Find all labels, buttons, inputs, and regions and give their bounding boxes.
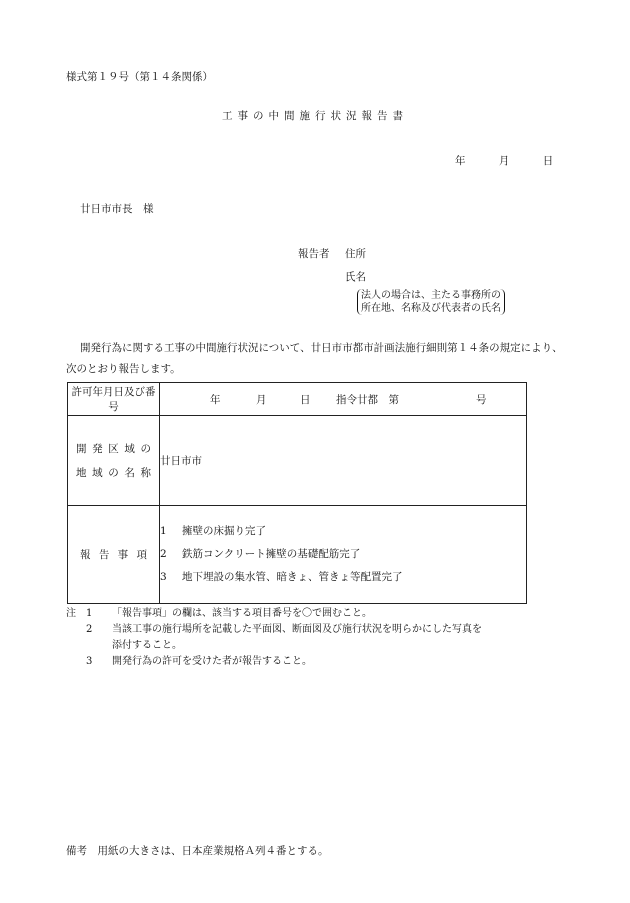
area-label-line1 [68, 437, 159, 461]
addressee: 廿日市市長 様 [80, 203, 154, 215]
items-row [68, 506, 527, 604]
note-continuation: 添付すること。 [112, 640, 182, 651]
label-char: 発 [92, 442, 103, 455]
note-number: 3 [86, 656, 93, 667]
report-table [67, 382, 527, 604]
label-char: 名 [124, 466, 135, 479]
permit-row [68, 383, 527, 416]
label-char: の [140, 442, 151, 455]
item-number: 3 [160, 571, 167, 583]
label-char: 地 [76, 466, 87, 479]
note-text: 開発行為の許可を受けた者が報告すること。 [112, 656, 312, 667]
reporter-name-label: 氏名 [345, 271, 366, 283]
note-number: 2 [86, 624, 93, 635]
date-day-label: 日 [542, 155, 554, 167]
label-char: 事 [117, 549, 129, 561]
reporter-address-label: 住所 [345, 248, 366, 260]
label-char: 域 [124, 442, 135, 455]
permit-no-label: 号 [476, 393, 487, 406]
item-text: 地下埋設の集水管、暗きょ、管きょ等配置完了 [182, 571, 403, 583]
label-char: 開 [76, 442, 87, 455]
date-month-label: 月 [498, 155, 510, 167]
permit-month-label: 月 [256, 393, 267, 406]
document-title: 工事の中間施行状況報告書 [222, 110, 408, 122]
label-char: 告 [98, 549, 110, 561]
note-item [66, 654, 482, 670]
reporter-note-line2: 所在地、名称及び代表者の氏名 [361, 303, 501, 314]
reporter-label: 報告者 [298, 248, 330, 260]
report-item[interactable] [160, 543, 526, 566]
item-text: 擁壁の床掘り完了 [182, 525, 266, 537]
item-number: 1 [160, 525, 167, 537]
date-year-label: 年 [455, 155, 466, 167]
note-item [66, 606, 482, 622]
remarks: 備考 用紙の大きさは、日本産業規格Ａ列４番とする。 [66, 845, 329, 857]
date-line [455, 153, 553, 168]
item-text: 鉄筋コンクリート擁壁の基礎配筋完了 [182, 548, 361, 560]
area-value[interactable]: 廿日市市 [160, 416, 527, 506]
items-list [160, 506, 527, 604]
form-number: 様式第１９号（第１４条関係） [66, 71, 213, 83]
note-item [66, 622, 482, 638]
area-label [68, 416, 160, 506]
notes [66, 606, 482, 670]
permit-year-label: 年 [210, 393, 221, 406]
items-label [68, 506, 160, 604]
permit-label: 許可年月日及び番号 [68, 383, 160, 416]
area-row [68, 416, 527, 506]
note-number: 1 [86, 608, 93, 619]
report-item[interactable] [160, 520, 526, 543]
intro-paragraph: 開発行為に関する工事の中間施行状況について、廿日市市都市計画法施行細則第１４条の規定により、次のとおり報告します。 [66, 342, 563, 375]
reporter-note-line1: 法人の場合は、主たる事務所の [361, 290, 501, 301]
notes-prefix: 注 [66, 608, 76, 619]
label-char: 称 [140, 466, 151, 479]
label-char: の [108, 466, 119, 479]
label-char: 項 [136, 549, 147, 561]
note-text: 当該工事の施行場所を記載した平面図、断面図及び施行状況を明らかにした写真を [112, 624, 482, 635]
label-char: 区 [108, 442, 119, 455]
area-label-line2 [68, 461, 159, 485]
label-char: 域 [92, 466, 103, 479]
permit-value-cell[interactable] [160, 383, 527, 416]
report-item[interactable] [160, 566, 526, 589]
permit-day-label: 日 [300, 393, 311, 406]
reporter-note [357, 289, 505, 315]
note-text: 「報告事項」の欄は、該当する項目番号を〇で囲むこと。 [112, 608, 372, 619]
label-char: 報 [80, 549, 91, 561]
permit-prefix: 指令廿都 第 [336, 393, 399, 406]
item-number: 2 [160, 548, 167, 560]
